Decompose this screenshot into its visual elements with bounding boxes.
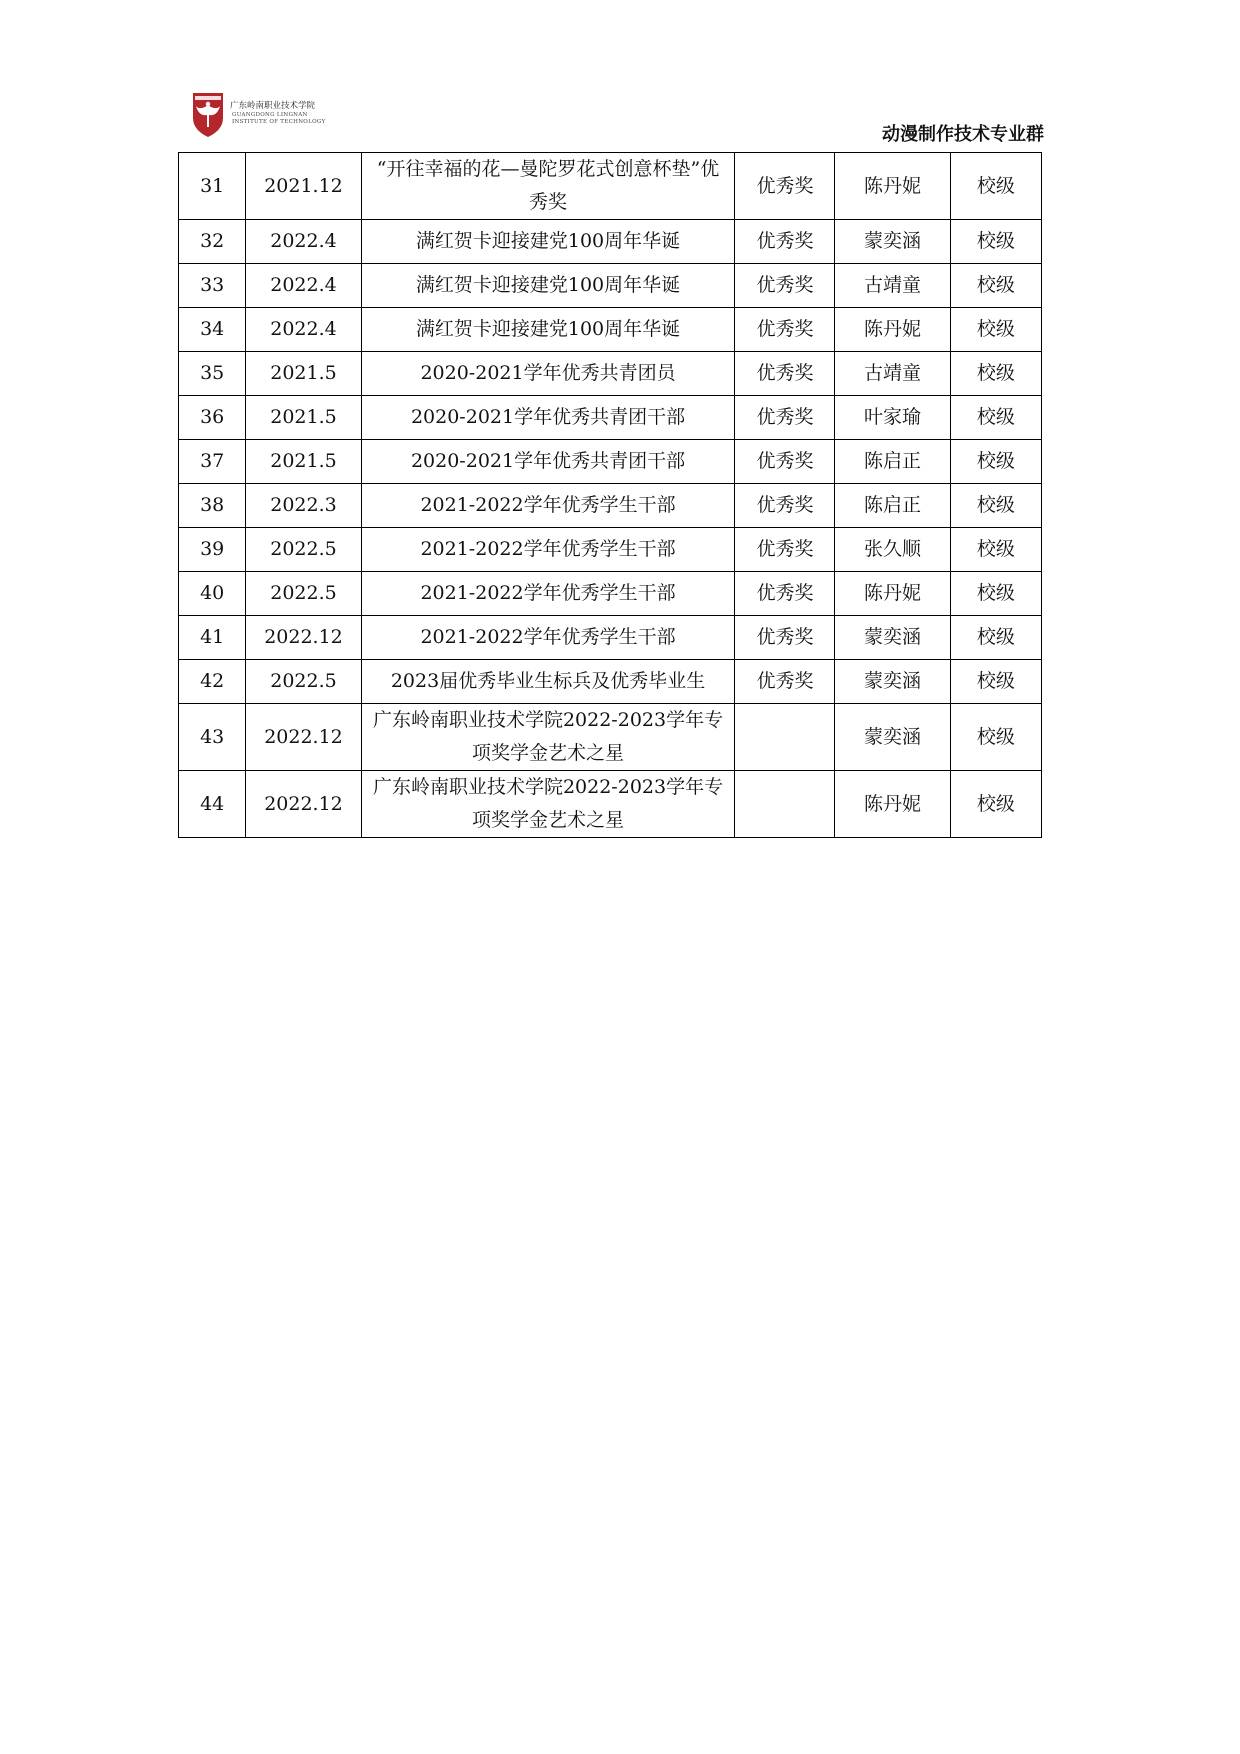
award-number-cell: 37 (179, 440, 246, 484)
award-recipient-cell: 陈丹妮 (835, 572, 950, 616)
table-row (179, 440, 1042, 484)
award-level-cell: 优秀奖 (735, 396, 835, 440)
award-level-cell: 优秀奖 (735, 572, 835, 616)
award-recipient-cell: 古靖童 (835, 264, 950, 308)
award-date-cell: 2021.5 (246, 440, 361, 484)
award-name-cell: “开往幸福的花—曼陀罗花式创意杯垫”优秀奖 (361, 153, 735, 220)
award-level-cell: 优秀奖 (735, 484, 835, 528)
award-number-cell: 36 (179, 396, 246, 440)
award-number-cell: 43 (179, 704, 246, 771)
table-row (179, 153, 1042, 220)
award-recipient-cell: 陈丹妮 (835, 771, 950, 838)
award-number-cell: 34 (179, 308, 246, 352)
award-scope-cell: 校级 (950, 616, 1041, 660)
award-scope-cell: 校级 (950, 528, 1041, 572)
award-name-cell: 满红贺卡迎接建党100周年华诞 (361, 308, 735, 352)
award-number-cell: 40 (179, 572, 246, 616)
award-recipient-cell: 蒙奕涵 (835, 616, 950, 660)
award-name-cell: 满红贺卡迎接建党100周年华诞 (361, 264, 735, 308)
award-date-cell: 2021.12 (246, 153, 361, 220)
award-date-cell: 2022.4 (246, 308, 361, 352)
table-row (179, 660, 1042, 704)
award-level-cell: 优秀奖 (735, 352, 835, 396)
award-name-cell: 2021-2022学年优秀学生干部 (361, 528, 735, 572)
table-row (179, 264, 1042, 308)
award-scope-cell: 校级 (950, 396, 1041, 440)
award-scope-cell: 校级 (950, 352, 1041, 396)
table-row (179, 352, 1042, 396)
award-date-cell: 2021.5 (246, 396, 361, 440)
department-title: 动漫制作技术专业群 (882, 124, 1044, 145)
award-name-cell: 广东岭南职业技术学院2022-2023学年专项奖学金艺术之星 (361, 771, 735, 838)
award-recipient-cell: 蒙奕涵 (835, 220, 950, 264)
school-emblem-icon (192, 92, 224, 138)
award-number-cell: 42 (179, 660, 246, 704)
award-level-cell: 优秀奖 (735, 264, 835, 308)
table-row (179, 220, 1042, 264)
award-name-cell: 2021-2022学年优秀学生干部 (361, 484, 735, 528)
award-recipient-cell: 陈启正 (835, 484, 950, 528)
award-number-cell: 44 (179, 771, 246, 838)
award-date-cell: 2022.3 (246, 484, 361, 528)
award-scope-cell: 校级 (950, 771, 1041, 838)
award-number-cell: 39 (179, 528, 246, 572)
award-scope-cell: 校级 (950, 572, 1041, 616)
award-recipient-cell: 蒙奕涵 (835, 704, 950, 771)
table-row (179, 484, 1042, 528)
award-recipient-cell: 蒙奕涵 (835, 660, 950, 704)
award-name-cell: 2021-2022学年优秀学生干部 (361, 572, 735, 616)
award-name-cell: 广东岭南职业技术学院2022-2023学年专项奖学金艺术之星 (361, 704, 735, 771)
award-date-cell: 2022.12 (246, 771, 361, 838)
award-level-cell (735, 771, 835, 838)
award-date-cell: 2021.5 (246, 352, 361, 396)
award-name-cell: 2020-2021学年优秀共青团干部 (361, 396, 735, 440)
award-date-cell: 2022.5 (246, 660, 361, 704)
award-scope-cell: 校级 (950, 660, 1041, 704)
award-level-cell: 优秀奖 (735, 153, 835, 220)
award-date-cell: 2022.4 (246, 264, 361, 308)
award-scope-cell: 校级 (950, 704, 1041, 771)
award-name-cell: 2021-2022学年优秀学生干部 (361, 616, 735, 660)
table-row (179, 308, 1042, 352)
table-row (179, 704, 1042, 771)
award-scope-cell: 校级 (950, 264, 1041, 308)
table-row (179, 572, 1042, 616)
award-scope-cell: 校级 (950, 153, 1041, 220)
award-recipient-cell: 张久顺 (835, 528, 950, 572)
award-number-cell: 41 (179, 616, 246, 660)
award-name-cell: 2023届优秀毕业生标兵及优秀毕业生 (361, 660, 735, 704)
table-row (179, 771, 1042, 838)
school-name-cn: 广东岭南职业技术学院 (230, 101, 316, 111)
school-name-en-line1: GUANGDONG LINGNAN (232, 112, 308, 118)
award-level-cell: 优秀奖 (735, 660, 835, 704)
table-row (179, 528, 1042, 572)
school-logo (192, 92, 352, 140)
award-date-cell: 2022.5 (246, 528, 361, 572)
award-scope-cell: 校级 (950, 220, 1041, 264)
award-recipient-cell: 陈丹妮 (835, 308, 950, 352)
awards-table (178, 152, 1042, 838)
award-date-cell: 2022.4 (246, 220, 361, 264)
award-number-cell: 31 (179, 153, 246, 220)
table-row (179, 396, 1042, 440)
award-name-cell: 满红贺卡迎接建党100周年华诞 (361, 220, 735, 264)
award-number-cell: 38 (179, 484, 246, 528)
award-scope-cell: 校级 (950, 484, 1041, 528)
award-scope-cell: 校级 (950, 440, 1041, 484)
award-level-cell: 优秀奖 (735, 616, 835, 660)
award-name-cell: 2020-2021学年优秀共青团干部 (361, 440, 735, 484)
award-level-cell: 优秀奖 (735, 440, 835, 484)
award-level-cell: 优秀奖 (735, 528, 835, 572)
award-level-cell: 优秀奖 (735, 220, 835, 264)
award-recipient-cell: 陈启正 (835, 440, 950, 484)
award-scope-cell: 校级 (950, 308, 1041, 352)
school-name-en-line2: INSTITUTE OF TECHNOLOGY (232, 119, 326, 125)
award-number-cell: 33 (179, 264, 246, 308)
award-recipient-cell: 陈丹妮 (835, 153, 950, 220)
award-recipient-cell: 古靖童 (835, 352, 950, 396)
award-level-cell: 优秀奖 (735, 308, 835, 352)
award-recipient-cell: 叶家瑜 (835, 396, 950, 440)
award-date-cell: 2022.12 (246, 704, 361, 771)
award-level-cell (735, 704, 835, 771)
award-date-cell: 2022.5 (246, 572, 361, 616)
award-number-cell: 32 (179, 220, 246, 264)
award-date-cell: 2022.12 (246, 616, 361, 660)
table-row (179, 616, 1042, 660)
award-number-cell: 35 (179, 352, 246, 396)
award-name-cell: 2020-2021学年优秀共青团员 (361, 352, 735, 396)
